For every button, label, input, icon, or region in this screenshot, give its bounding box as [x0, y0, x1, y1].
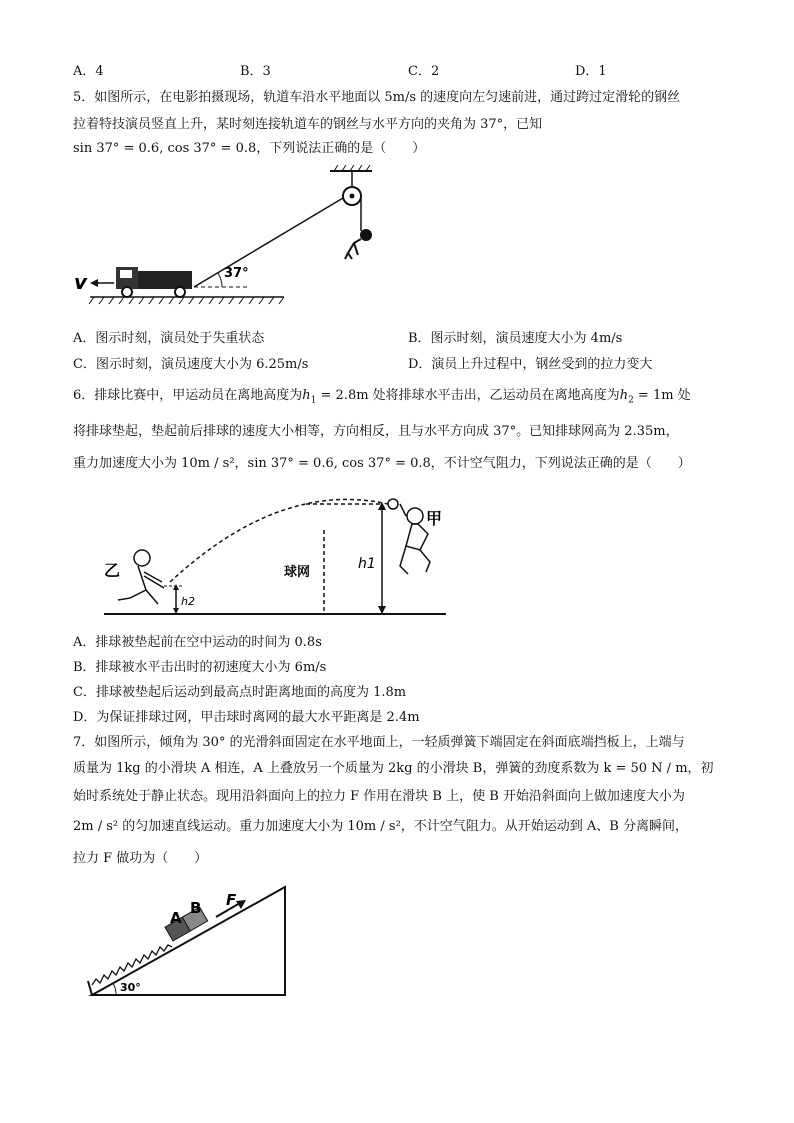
block-b-label: B [190, 899, 202, 917]
q6-option-c: C．排球被垫起后运动到最高点时距离地面的高度为 1.8m [73, 685, 407, 700]
player-yi-icon [118, 550, 164, 604]
q4-option-c: C．2 [408, 64, 440, 79]
q6-figure-volleyball [100, 490, 452, 620]
q5-option-d: D．演员上升过程中，钢丝受到的拉力变大 [408, 357, 653, 372]
q5-option-a: A．图示时刻，演员处于失重状态 [73, 331, 265, 346]
volleyball-icon [388, 499, 398, 509]
ceiling-hatch [330, 165, 372, 171]
net-label: 球网 [284, 565, 311, 580]
q6-option-a: A．排球被垫起前在空中运动的时间为 0.8s [73, 635, 322, 650]
velocity-label: v [74, 270, 88, 294]
q5-option-b: B．图示时刻，演员速度大小为 4m/s [408, 331, 623, 346]
steel-wire [194, 198, 343, 287]
q7-stem-line4: 2m / s² 的匀加速直线运动。重力加速度大小为 10m / s²，不计空气阻力。从开始运动到 A、B 分离瞬间， [73, 819, 688, 834]
baffle-plate [88, 981, 92, 995]
q7-stem-line1: 7．如图所示，倾角为 30° 的光滑斜面固定在水平地面上，一轻质弹簧下端固定在斜面底端挡板上，上端与 [73, 735, 685, 750]
player-yi-label: 乙 [104, 561, 121, 580]
player-jia-label: 甲 [426, 509, 443, 528]
q4-option-a: A．4 [73, 64, 104, 79]
q5-stem-line3: sin 37° = 0.6, cos 37° = 0.8，下列说法正确的是（ ） [73, 141, 426, 156]
incline-slope [92, 887, 285, 995]
q5-figure-cart-pulley [72, 163, 392, 313]
q7-stem-line2: 质量为 1kg 的小滑块 A 相连，A 上叠放另一个质量为 2kg 的小滑块 B，弹簧的劲度系数为 k = 50 N / m，初 [73, 761, 714, 776]
angle-37-label: 37° [224, 266, 249, 281]
ball-trajectory [170, 499, 388, 582]
cart-icon [116, 267, 192, 297]
q7-figure-incline-spring [80, 885, 295, 1000]
q6-option-d: D．为保证排球过网，甲击球时离网的最大水平距离是 2.4m [73, 710, 420, 725]
h1-label: h1 [358, 556, 376, 572]
q4-option-d: D．1 [575, 64, 607, 79]
q6-stem-line1: 6．排球比赛中，甲运动员在离地高度为$h_1 = 2.8m$ 处将排球水平击出，乙运动员在离地高度为$h_2 = 1m$ 处 [73, 388, 691, 406]
q4-option-b: B．3 [240, 64, 271, 79]
q5-option-c: C．图示时刻，演员速度大小为 6.25m/s [73, 357, 309, 372]
q7-stem-line5: 拉力 F 做功为（ ） [73, 851, 208, 866]
q5-stem-line1: 5．如图所示，在电影拍摄现场，轨道车沿水平地面以 5m/s 的速度向左匀速前进，通过跨过定滑轮的钢丝 [73, 90, 681, 105]
q6-option-b: B．排球被水平击出时的初速度大小为 6m/s [73, 660, 327, 675]
stuntman-icon [345, 230, 371, 259]
q5-stem-line2: 拉着特技演员竖直上升，某时刻连接轨道车的钢丝与水平方向的夹角为 37°，已知 [73, 117, 543, 132]
force-f-label: F [226, 891, 237, 909]
angle-30-label: 30° [120, 981, 141, 994]
q6-stem-line2: 将排球垫起，垫起前后排球的速度大小相等，方向相反，且与水平方向成 37°。已知排球网高为 2.35m， [73, 424, 679, 439]
q7-stem-line3: 始时系统处于静止状态。现用沿斜面向上的拉力 F 作用在滑块 B 上，使 B 开始沿斜面向上做加速度大小为 [73, 789, 685, 804]
block-a-label: A [170, 909, 182, 927]
h2-label: h2 [181, 595, 195, 608]
q6-stem-line3: 重力加速度大小为 10m / s²，sin 37° = 0.6, cos 37° = 0.8，不计空气阻力，下列说法正确的是（ ） [73, 456, 691, 471]
